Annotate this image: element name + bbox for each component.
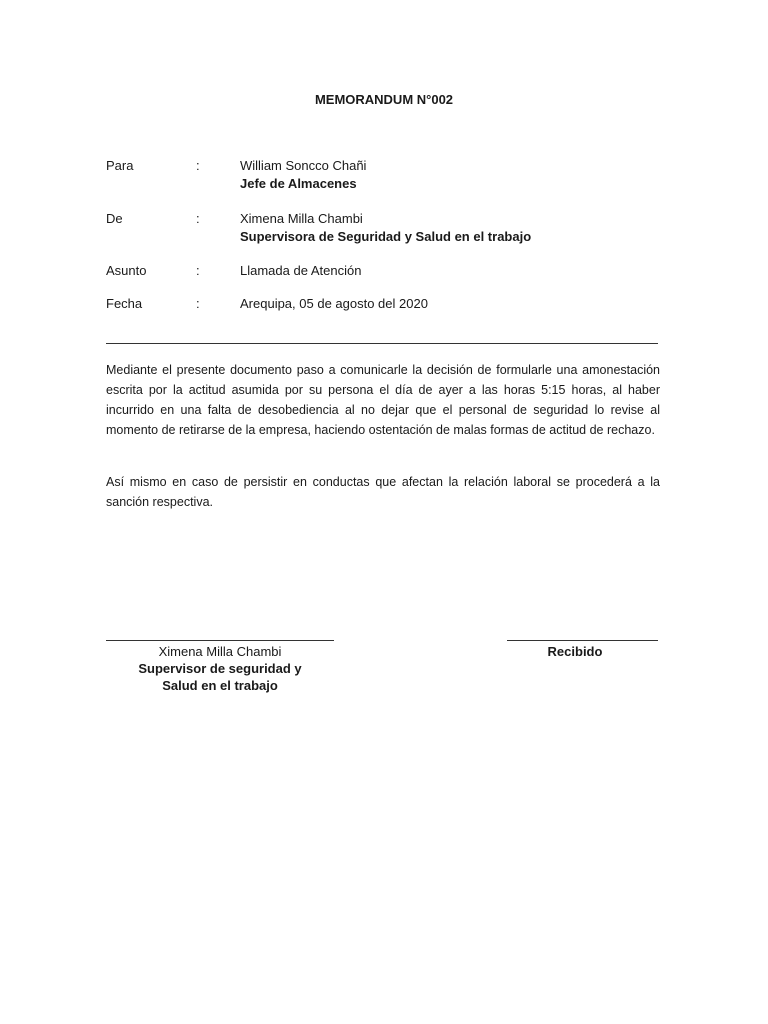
signature-line-left — [106, 640, 334, 641]
field-label: Asunto — [106, 263, 147, 278]
signature-line-right — [507, 640, 658, 641]
sender-role: Supervisora de Seguridad y Salud en el trabajo — [240, 229, 532, 244]
signature-block-left — [106, 643, 334, 694]
field-label: De — [106, 211, 123, 226]
field-value — [240, 295, 428, 313]
header-divider — [106, 343, 658, 344]
field-label: Para — [106, 158, 134, 173]
signer-name: Ximena Milla Chambi — [158, 644, 282, 659]
subject-text: Llamada de Atención — [240, 263, 362, 278]
signer-role-line1: Supervisor de seguridad y — [138, 661, 302, 676]
field-value — [240, 210, 531, 246]
memo-title: MEMORANDUM N°002 — [314, 92, 454, 107]
signer-role-line2: Salud en el trabajo — [162, 678, 278, 693]
sender-name: Ximena Milla Chambi — [240, 211, 363, 226]
recipient-role: Jefe de Almacenes — [240, 176, 357, 191]
field-value — [240, 262, 361, 280]
date-text: Arequipa, 05 de agosto del 2020 — [240, 296, 428, 311]
field-label: Fecha — [106, 296, 143, 311]
field-value — [240, 157, 366, 193]
body-paragraph: Mediante el presente documento paso a comunicarle la decisión de formularle una amonestación escrita por la actitud asumida por su persona el día de ayer a las horas 5:15 horas, al haber incurrido en una falta de desobediencia al no dejar que el personal de seguridad lo revise al momento de retirarse de la empresa, haciendo ostentación de malas formas de actitud de rechazo. — [106, 363, 660, 437]
field-separator: : — [196, 211, 200, 226]
recipient-name: William Soncco Chañi — [240, 158, 367, 173]
field-separator: : — [196, 158, 200, 173]
body-paragraph: Así mismo en caso de persistir en conductas que afectan la relación laboral se procederá a la sanción respectiva. — [106, 475, 660, 509]
field-separator: : — [196, 296, 200, 311]
received-label: Recibido — [547, 644, 603, 659]
field-separator: : — [196, 263, 200, 278]
